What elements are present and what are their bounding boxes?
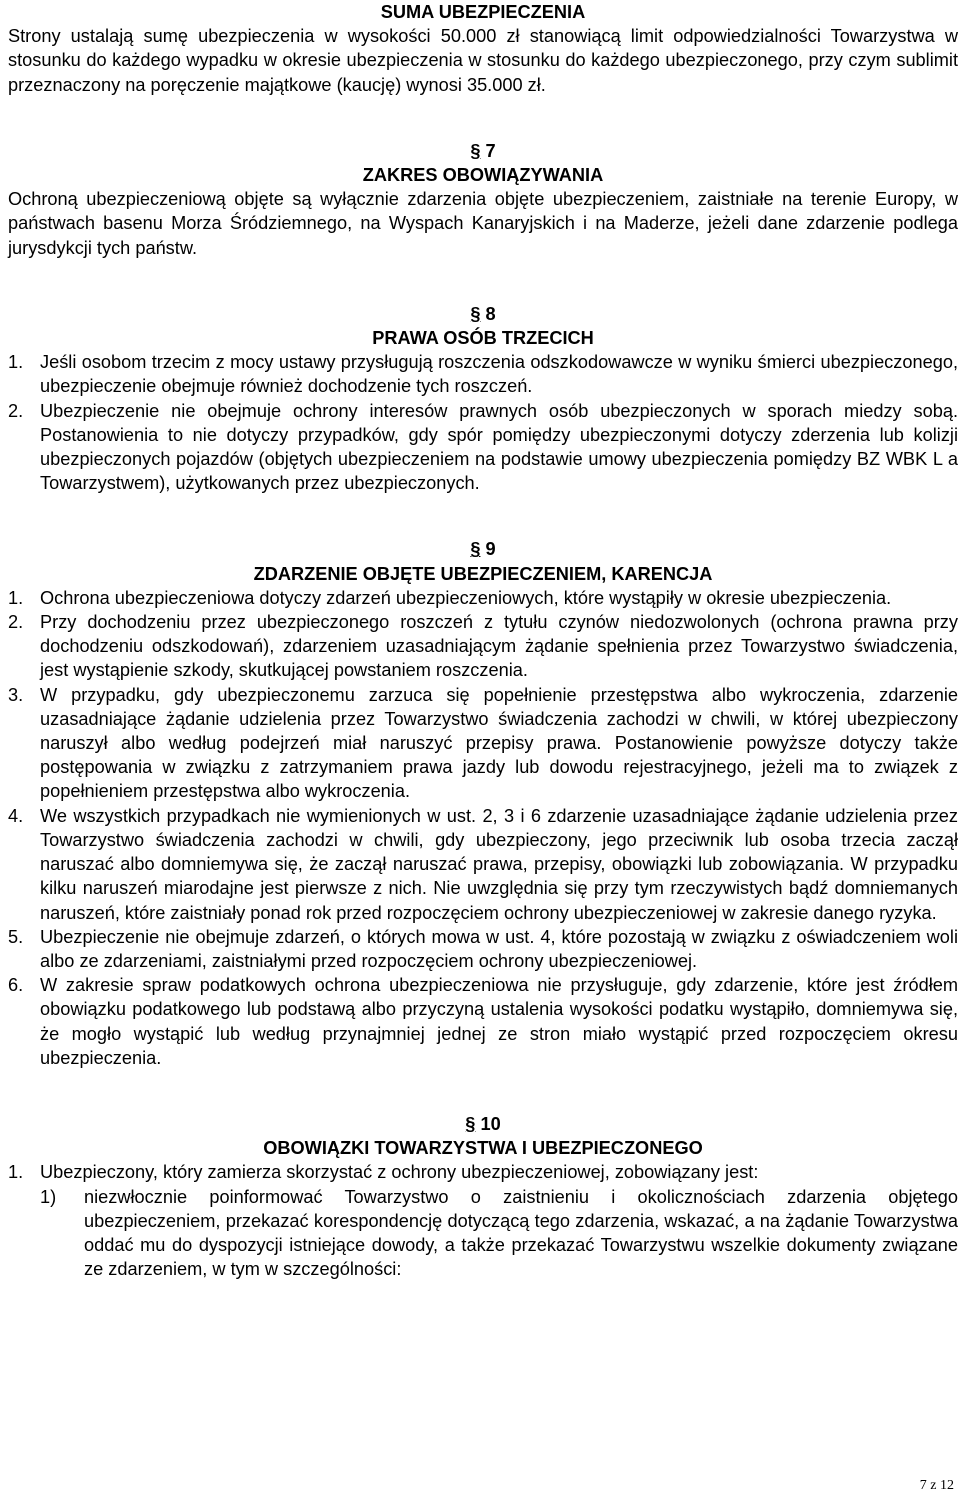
- section-9-number: [8, 537, 958, 561]
- section-number: 8: [485, 303, 496, 324]
- list-item: [8, 350, 958, 398]
- section-number: 9: [485, 539, 496, 560]
- item-number: 6.: [8, 975, 24, 996]
- item-text: Ochrona ubezpieczeniowa dotyczy zdarzeń ubezpieczeniowych, które wystąpiły w okresie ubezpieczenia.: [40, 587, 892, 608]
- list-item: [8, 1160, 958, 1184]
- section-7-text: Ochroną ubezpieczeniową objęte są wyłącznie zdarzenia objęte ubezpieczeniem, zaistniałe na terenie Europy, w państwach basenu Morza Śródziemnego, na Wyspach Kanaryjskich i na Maderze, jeżeli dane zdarzenie podlega jurysdykcji tych państw.: [8, 189, 958, 258]
- section-8: [8, 302, 958, 496]
- section-9-title: ZDARZENIE OBJĘTE UBEZPIECZENIEM, KARENCJA: [253, 563, 713, 584]
- item-text: Ubezpieczenie nie obejmuje zdarzeń, o których mowa w ust. 4, które pozostają w związku z oświadczeniem woli albo ze zdarzeniami, zaistniałymi przed rozpoczęciem ochrony ubezpieczeniowej.: [40, 926, 958, 971]
- list-item: [8, 925, 958, 973]
- item-number: 1.: [8, 1162, 24, 1183]
- section-number: 7: [485, 140, 496, 161]
- document-content: [8, 0, 958, 1281]
- item-text: Ubezpieczenie nie obejmuje ochrony interesów prawnych osób ubezpieczonych w sporach miedzy sobą. Postanowienia to nie dotyczy przypadków, gdy spór pomiędzy ubezpieczonymi dotyczy zderzenia lub kolizji ubezpieczonych pojazdów (objętych ubezpieczeniem na podstawie umowy ubezpieczenia pomiędzy BZ WBK L a Towarzystwem), użytkowanych przez ubezpieczonych.: [40, 400, 958, 494]
- section-10: [8, 1112, 958, 1281]
- item-text: We wszystkich przypadkach nie wymienionych w ust. 2, 3 i 6 zdarzenie uzasadniające żądanie udzielenia przez Towarzystwo świadczenia zachodzi w chwili, gdy ubezpieczony, jego przeciwnik lub osoba trzecia zaczął naruszać albo domniemywa się, że zaczął naruszać prawa, przepisy, obowiązki lub zobowiązania. W przypadku kilku naruszeń miarodajne jest pierwsze z nich. Nie uwzględnia się przy tym rzeczywistych bądź domniemanych naruszeń, które zaistniały ponad rok przed rozpoczęciem ochrony ubezpieczeniowej w zakresie danego ryzyka.: [40, 805, 958, 923]
- list-item: [8, 586, 958, 610]
- page-number: 7 z 12: [919, 1478, 954, 1493]
- item-number: 4.: [8, 805, 24, 826]
- section-10-title: OBOWIĄZKI TOWARZYSTWA I UBEZPIECZONEGO: [263, 1138, 703, 1159]
- section-10-number: [8, 1112, 958, 1136]
- section-7-title: ZAKRES OBOWIĄZYWANIA: [362, 165, 604, 186]
- paragraph-symbol: §: [470, 303, 481, 324]
- item-text: Jeśli osobom trzecim z mocy ustawy przysługują roszczenia odszkodowawcze w wyniku śmierci ubezpieczonego, ubezpieczenie obejmuje również dochodzenie tych roszczeń.: [40, 352, 958, 397]
- sum-heading: SUMA UBEZPIECZENIA: [380, 2, 586, 22]
- list-item: [8, 610, 958, 683]
- section-7-number: [8, 139, 958, 163]
- sub-list-item: [8, 1185, 958, 1282]
- list-item: [8, 399, 958, 496]
- list-item: [8, 683, 958, 804]
- item-number: 2.: [8, 400, 24, 421]
- list-item: [8, 804, 958, 925]
- item-number: 3.: [8, 684, 24, 705]
- paragraph-symbol: §: [470, 140, 481, 161]
- section-number: 10: [480, 1113, 501, 1134]
- item-text: W zakresie spraw podatkowych ochrona ubezpieczeniowa nie przysługuje, gdy zdarzenie, które jest źródłem obowiązku podatkowego lub podstawą albo przyczyną ustalenia wysokości podatku wystąpiło, domniemywa się, że mogło wystąpić lub według przynajmniej jednej ze stron miało wystąpić przed rozpoczęciem okresu ubezpieczenia.: [40, 975, 958, 1068]
- item-number: 2.: [8, 612, 24, 633]
- list-item: [8, 973, 958, 1070]
- paragraph-symbol: §: [470, 539, 481, 560]
- item-number: 1.: [8, 587, 24, 608]
- paragraph-symbol: §: [465, 1113, 476, 1134]
- section-7: [8, 139, 958, 260]
- sub-item-number: 1): [40, 1186, 57, 1207]
- item-text: W przypadku, gdy ubezpieczonemu zarzuca się popełnienie przestępstwa albo wykroczenia, zdarzenie uzasadniające żądanie udzielenia przez Towarzystwo świadczenia zachodzi w chwili, w której ubezpieczony naruszył albo według podejrzeń miał naruszyć przepisy prawa. Postanowienie powyższe dotyczy także postępowania w związku z zatrzymaniem prawa jazdy lub dowodu rejestracyjnego, jeżeli ma to związek z popełnieniem przestępstwa albo wykroczenia.: [40, 684, 958, 802]
- sub-item-text: niezwłocznie poinformować Towarzystwo o zaistnieniu i okolicznościach zdarzenia objętego ubezpieczeniem, przekazać korespondencję dotyczącą tego zdarzenia, wskazać, a na żądanie Towarzystwa oddać mu do dyspozycji istniejące dowody, a także przekazać Towarzystwu wszelkie dokumenty związane ze zdarzeniem, w tym w szczególności:: [84, 1186, 958, 1280]
- section-8-number: [8, 302, 958, 326]
- item-number: 1.: [8, 352, 24, 373]
- item-number: 5.: [8, 926, 24, 947]
- section-8-title: PRAWA OSÓB TRZECICH: [372, 328, 594, 349]
- item-text: Ubezpieczony, który zamierza skorzystać z ochrony ubezpieczeniowej, zobowiązany jest:: [40, 1162, 759, 1183]
- section-9: [8, 537, 958, 1069]
- sum-paragraph: Strony ustalają sumę ubezpieczenia w wysokości 50.000 zł stanowiącą limit odpowiedzialności Towarzystwa w stosunku do każdego wypadku w okresie ubezpieczenia w stosunku do każdego ubezpieczonego, przy czym sublimit przeznaczony na poręczenie majątkowe (kaucję) wynosi 35.000 zł.: [8, 26, 958, 95]
- item-text: Przy dochodzeniu przez ubezpieczonego roszczeń z tytułu czynów niedozwolonych (ochrona prawna przy dochodzeniu odszkodowań), zdarzeniem uzasadniającym żądanie spełnienia przez Towarzystwo świadczenia, jest wystąpienie szkody, skutkującej powstaniem roszczenia.: [40, 612, 958, 681]
